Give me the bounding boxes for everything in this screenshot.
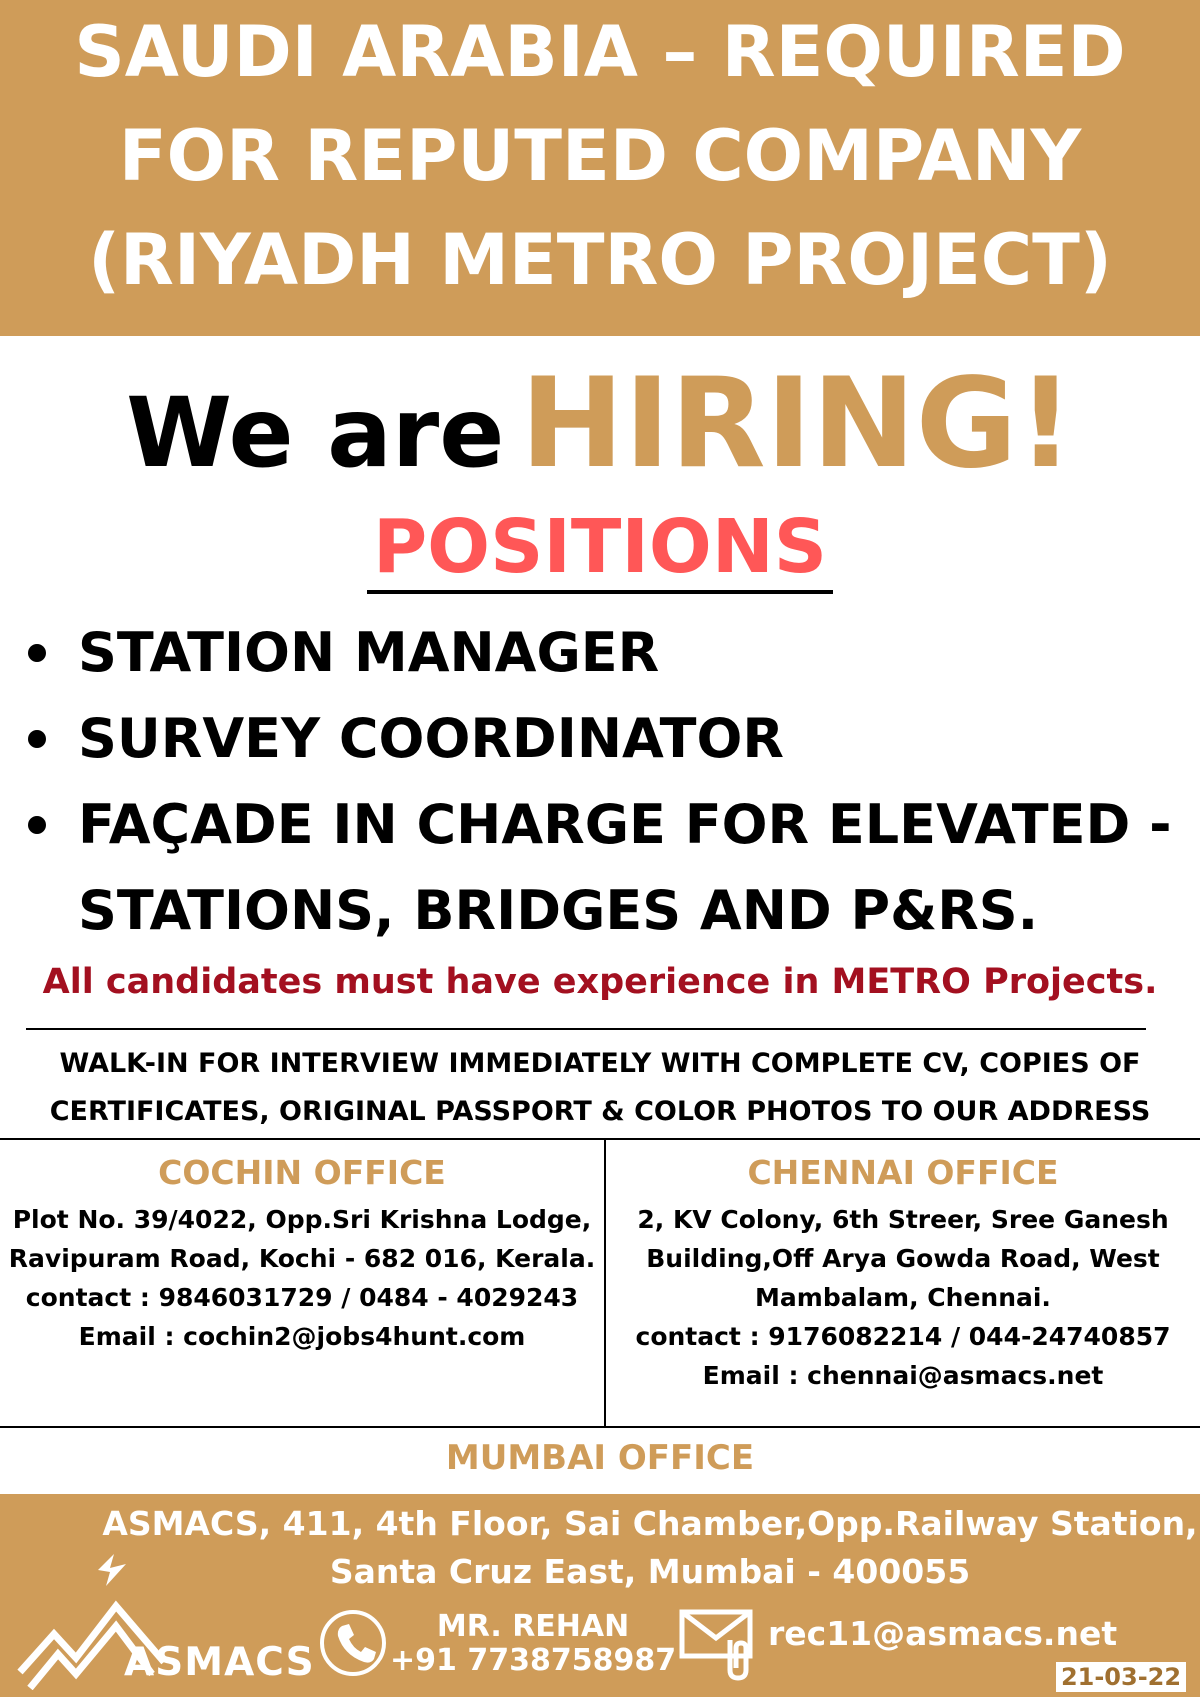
mumbai-address-line-1: ASMACS, 411, 4th Floor, Sai Chamber,Opp.Railway Station, [102, 1504, 1198, 1543]
position-item: FAÇADE IN CHARGE FOR ELEVATED - STATIONS, BRIDGES AND P&RS. [24, 782, 1194, 954]
banner-line-1: SAUDI ARABIA – REQUIRED [74, 11, 1126, 93]
cochin-contact: contact : 9846031729 / 0484 - 4029243 [25, 1283, 579, 1312]
position-item: SURVEY COORDINATOR [24, 696, 1194, 782]
positions-heading: POSITIONS [367, 504, 833, 594]
contact-person [390, 1610, 676, 1678]
logo-text: ASMACS [124, 1640, 315, 1685]
walkin-instructions [0, 1040, 1200, 1136]
banner-line-3: (RIYADH METRO PROJECT) [88, 219, 1112, 301]
mail-attachment-icon [678, 1606, 758, 1682]
chennai-address-line: 2, KV Colony, 6th Streer, Sree Ganesh [637, 1205, 1169, 1234]
mumbai-address-line-2: Santa Cruz East, Mumbai - 400055 [329, 1552, 971, 1591]
cochin-office-title: COCHIN OFFICE [158, 1153, 446, 1192]
hiring-highlight: HIRING! [520, 352, 1074, 496]
top-banner [0, 0, 1200, 336]
cochin-address-line: Plot No. 39/4022, Opp.Sri Krishna Lodge, [12, 1205, 592, 1234]
chennai-office [606, 1148, 1200, 1395]
footer-email[interactable]: rec11@asmacs.net [768, 1614, 1118, 1653]
hiring-headline [0, 352, 1200, 496]
walkin-line-1: WALK-IN FOR INTERVIEW IMMEDIATELY WITH COMPLETE CV, COPIES OF [59, 1048, 1141, 1079]
chennai-address-line: Building,Off Arya Gowda Road, West [646, 1244, 1160, 1273]
positions-list [24, 610, 1194, 954]
phone-icon [318, 1608, 388, 1678]
chennai-office-title: CHENNAI OFFICE [747, 1153, 1059, 1192]
contact-name: MR. REHAN [436, 1609, 630, 1644]
chennai-address-line: Mambalam, Chennai. [755, 1283, 1051, 1312]
divider [0, 1138, 1200, 1140]
position-item: STATION MANAGER [24, 610, 1194, 696]
date-badge: 21-03-22 [1056, 1662, 1186, 1692]
divider [0, 1426, 1200, 1428]
banner-line-2: FOR REPUTED COMPANY [118, 115, 1082, 197]
hiring-prefix: We are [126, 377, 505, 489]
cochin-address-line: Ravipuram Road, Kochi - 682 016, Kerala. [8, 1244, 596, 1273]
divider [26, 1028, 1146, 1030]
cochin-email: Email : cochin2@jobs4hunt.com [78, 1322, 526, 1351]
experience-note: All candidates must have experience in METRO Projects. [42, 962, 1158, 1002]
chennai-email: Email : chennai@asmacs.net [702, 1361, 1104, 1390]
contact-phone: +91 7738758987 [390, 1643, 677, 1678]
chennai-contact: contact : 9176082214 / 044-24740857 [635, 1322, 1171, 1351]
positions-heading-wrap [0, 504, 1200, 594]
walkin-line-2: CERTIFICATES, ORIGINAL PASSPORT & COLOR PHOTOS TO OUR ADDRESS [49, 1096, 1151, 1127]
cochin-office [0, 1148, 604, 1356]
mumbai-office-title: MUMBAI OFFICE [445, 1438, 755, 1478]
